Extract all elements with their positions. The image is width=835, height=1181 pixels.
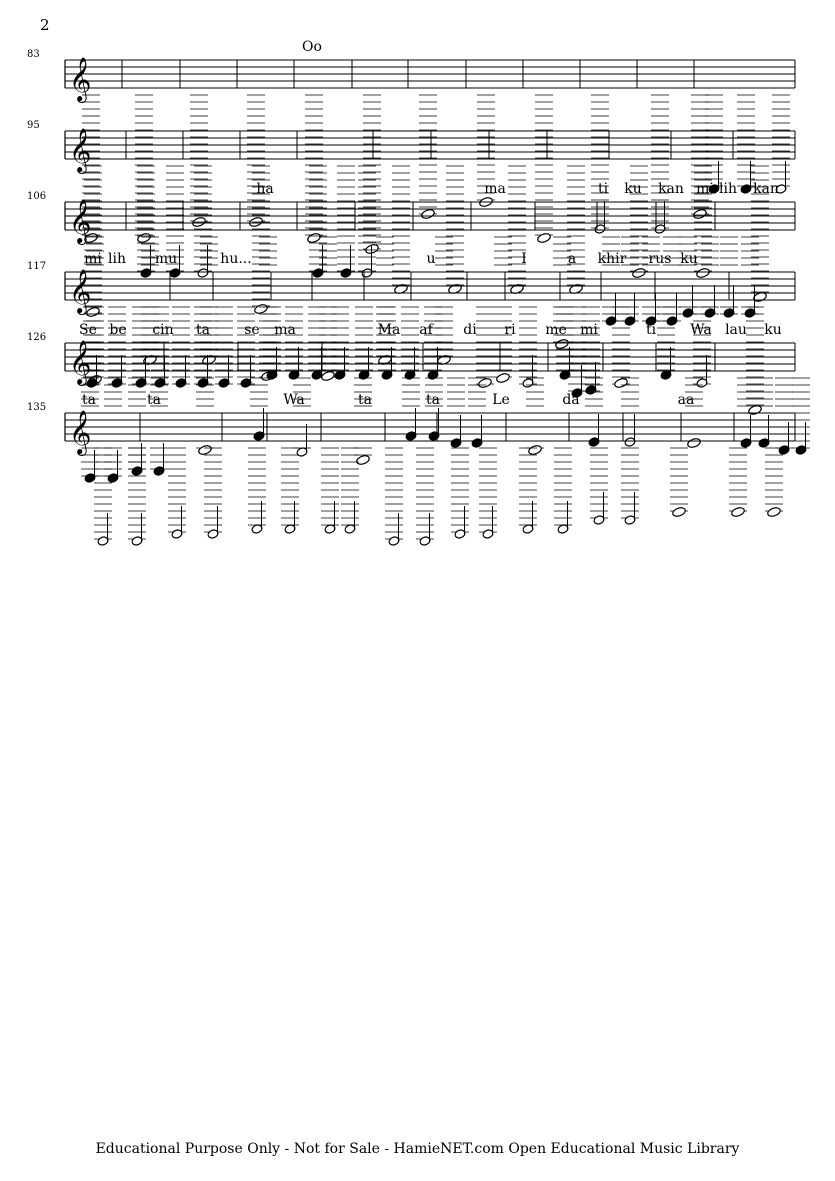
note-head [421, 208, 436, 220]
lyric-syllable: mi [84, 251, 102, 267]
note-head [632, 267, 647, 279]
lyric-syllable: ta [147, 392, 161, 408]
measure-number: 83 [27, 49, 40, 60]
measure-number: 135 [27, 402, 47, 413]
lyric-syllable: aa [677, 392, 695, 408]
treble-clef-icon: 𝄞 [69, 57, 92, 101]
measure-number: 95 [27, 120, 40, 131]
lyric-syllable: ku [624, 181, 642, 197]
lyric-syllable: ha [256, 181, 274, 197]
lyric-syllable: mu [154, 251, 178, 267]
page-number: 2 [40, 16, 50, 34]
note-head [696, 267, 711, 279]
staff-system [27, 39, 795, 255]
note-head [321, 370, 336, 382]
lyric-syllable: Wa [690, 322, 712, 338]
lyric-syllable: ta [82, 392, 96, 408]
lyric-syllable: ku [764, 322, 782, 338]
lyric-syllable: ta [426, 392, 440, 408]
note-head [672, 506, 687, 518]
staff-system [27, 392, 795, 546]
note-head [528, 444, 543, 456]
lyric-syllable: mi [696, 181, 714, 197]
note-head [614, 377, 629, 389]
lyric-syllable: ti [645, 322, 657, 338]
lyric-syllable: di [463, 322, 477, 338]
note-head [496, 372, 511, 384]
treble-clef-icon: 𝄞 [69, 340, 92, 384]
lyric-syllable: Se [79, 322, 97, 338]
lyric-syllable: ma [274, 322, 296, 338]
footer-note: Educational Purpose Only - Not for Sale - HamieNET.com Open Educational Music Library [95, 1141, 740, 1157]
lyric-syllable: Ma [377, 322, 401, 338]
note-head [478, 377, 493, 389]
lyric-syllable: mi [580, 322, 598, 338]
treble-clef-icon: 𝄞 [69, 128, 92, 172]
lyric-syllable: I [521, 251, 527, 267]
lyric-syllable: lau [725, 322, 747, 338]
treble-clef-icon: 𝄞 [69, 269, 92, 313]
lyric-syllable: be [109, 322, 127, 338]
note-head [555, 338, 570, 350]
lyric-syllable: lih [108, 251, 126, 267]
lyric-syllable: Le [492, 392, 510, 408]
note-head [137, 232, 152, 244]
treble-clef-icon: 𝄞 [69, 199, 92, 243]
lyric-syllable: ta [358, 392, 372, 408]
lyric-syllable: lih [719, 181, 737, 197]
lyric-syllable: kan [658, 181, 684, 197]
note-head [767, 506, 782, 518]
note-head [307, 232, 322, 244]
lyric-syllable: ku [680, 251, 698, 267]
lyric-syllable: da [562, 392, 580, 408]
note-head [356, 454, 371, 466]
note-head [254, 303, 269, 315]
lyric-syllable: me [545, 322, 567, 338]
lyric-syllable: hu... [220, 251, 252, 267]
lyric-syllable: se [244, 322, 260, 338]
lyric-syllable: ta [196, 322, 210, 338]
measure-number: 126 [27, 332, 47, 343]
lyric-syllable: ma [484, 181, 506, 197]
lyric-syllable: a [567, 251, 577, 267]
lyric-syllable: af [419, 322, 433, 338]
note-head [693, 208, 708, 220]
lyric-syllable: khir [597, 251, 627, 267]
note-head [731, 506, 746, 518]
lyric-syllable: rus [648, 251, 672, 267]
lyric-syllable: ti [597, 181, 609, 197]
lyric-syllable: u [426, 251, 436, 267]
treble-clef-icon: 𝄞 [69, 410, 92, 454]
measure-number: 106 [27, 191, 47, 202]
lyric-syllable: cin [152, 322, 174, 338]
lyric-syllable: kan [753, 181, 779, 197]
measure-number: 117 [27, 261, 47, 272]
lyric-syllable: Wa [283, 392, 305, 408]
lyric-syllable: Oo [302, 39, 322, 55]
note-head [198, 444, 213, 456]
note-head [687, 437, 702, 449]
note-head [537, 232, 552, 244]
lyric-syllable: ri [504, 322, 516, 338]
